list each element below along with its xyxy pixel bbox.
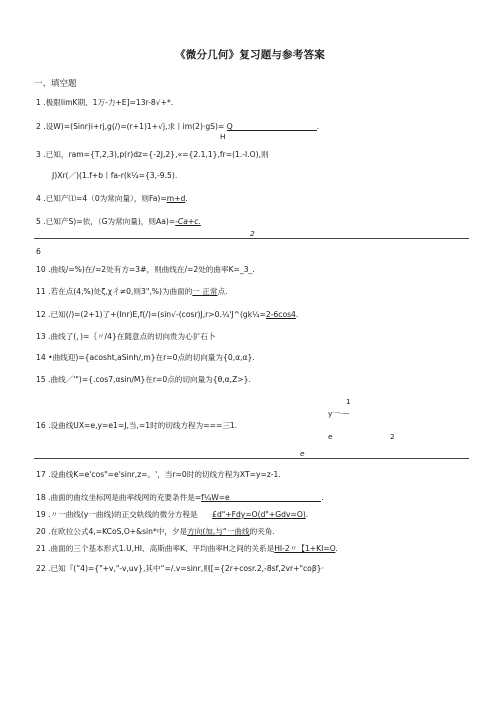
question-22: 22 .已知『(“4)={"+v,"-v,uv},其中“=/.v=sinr,则[={2r+cosr.2,-8sf,2vr+"coβ}· (36, 564, 324, 573)
underline-e: e (300, 449, 305, 458)
question-11: 11 .若在点(4,%)处ζ,χ彳≠0,则3",%)为曲面的一 正常点. (36, 287, 228, 296)
question-3: 3 .已知，ram={T,2,3),p(r)dz={-2J,2},«={2.1,1},fr=(1.-I.O),则 (36, 150, 269, 159)
question-15: 15 .曲线／'")={.cos7,αsin∕M}在r=0点的切向量为{θ,α,Z>}. (36, 375, 251, 384)
question-5-subscript: 2 (250, 229, 255, 238)
question-21: 21 .曲面的三个基本形式1.U,HI、高斯曲率K、平均曲率H之间的关系是HI-2〃【1+KI=O. (36, 544, 338, 553)
question-4: 4 .已知产⑴=4（0为常向量），则Fa)=m+d. (36, 194, 188, 203)
question-20: 20 .在欧拉公式4,=KCoS,O+&sin*中，夕是方向(加,与“一曲线的夹角. (36, 527, 275, 536)
question-1: 1 .极限limK期、1万-力+E]=13r-8√+*. (36, 98, 174, 107)
fraction-2: 2 (390, 432, 395, 441)
question-6: 6 (36, 247, 41, 256)
answer-blank-18: f¼W=e (201, 493, 321, 502)
fraction-numerator: 1 (346, 397, 351, 406)
question-19: 19 .〃一曲线(y一曲线)的正交轨线的微分方程是 £d"+Fdy=O(d"+Gdv=O). (36, 510, 309, 519)
question-10: 10 .曲线/=%)在/=2处有方=3#，则曲线在/=2处的曲率K=_3_. (36, 265, 255, 274)
question-18: 18 .曲面的曲纹坐标网是曲率线网的充要条件是=f¼W=e . (36, 493, 324, 502)
divider-line (34, 238, 469, 239)
question-12: 12 .已知(/)=(2+1)了+(Inr)E,f(/)=(sin√-(cosr)J,r>0.¼'J^(gk¼=2-6cos4. (36, 310, 299, 319)
question-14: 14 •曲线迎)={acosht,aSinh∕,m}在r=0点的切向量为{0,α,α}. (36, 353, 255, 362)
question-13: 13 .曲线了(，)=｛〃/4}在随意点的切向贵为心犷石卜 (36, 332, 216, 341)
document-title: 《微分几何》复习题与参考答案 (175, 49, 325, 61)
fraction-expression: y一·— (328, 409, 350, 418)
question-16: 16 .设曲线UX=e,y=e1=J,当,=1时的切线方程为===三1. (36, 421, 238, 430)
answer-blank: Q (227, 122, 317, 131)
divider-line-2 (34, 458, 469, 459)
question-17: 17 .设曲线K=e'cos"=e'sinr,z=。'，当r=0时的切线方程为XT=y=z-1. (36, 470, 281, 479)
question-2-subscript: H (220, 132, 226, 141)
question-5: 5 .已知产S)=依，（G为常向量)，则Aa)=-Ca+c. (36, 217, 201, 226)
question-2: 2 .设W)=(Sinr)i+rj,g(/)=(r+1)1+√j,求丨im(2)·gS)= Q . (36, 122, 320, 131)
question-3-continued: J)Xr(／)(1.f+b丨fa-r(k¼={3,-9.5). (52, 171, 178, 180)
section-heading: 一、填空题 (34, 79, 77, 89)
fraction-e: e (328, 432, 333, 441)
